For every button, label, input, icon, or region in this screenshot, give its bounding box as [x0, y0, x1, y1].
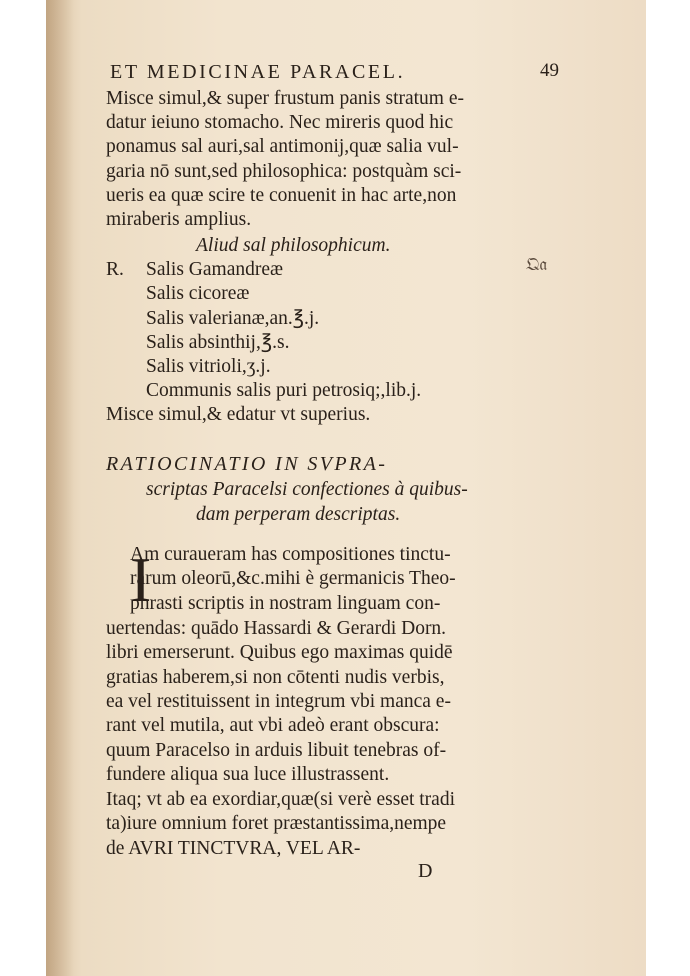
para3-line-2: ta)iure omnium foret præstantissima,nempe [106, 813, 447, 834]
recipe-title: Aliud sal philosophicum. [196, 235, 391, 256]
para2-line-7: ea vel restituissent in integrum vbi manca e- [106, 691, 451, 712]
para2-line-1: Am curaueram has compositiones tinctu- [130, 544, 451, 565]
para2-line-9: quum Paracelso in arduis libuit tenebras of- [106, 740, 447, 761]
para1-line-5: ueris ea quæ scire te conuenit in hac arte,non [106, 185, 457, 206]
para1-line-4: garia nō sunt,sed philosophica: postquàm sci- [106, 161, 462, 182]
margin-note: 𝔔𝔞 [526, 254, 548, 274]
para2-line-6: gratias haberem,si non cōtenti nudis verbis, [106, 667, 445, 688]
recipe-closing: Misce simul,& edatur vt superius. [106, 404, 371, 425]
page-binding-shadow [46, 0, 74, 976]
page-number: 49 [540, 60, 559, 81]
para2-line-4: uertendas: quādo Hassardi & Gerardi Dorn. [106, 618, 447, 639]
running-title: ET MEDICINAE PARACEL. [110, 61, 406, 83]
recipe-item-4: Salis absinthij,℥.s. [146, 332, 290, 353]
signature-mark: D [418, 860, 433, 882]
para2-line-5: libri emerserunt. Quibus ego maximas quidē [106, 642, 453, 663]
para3-line-1: Itaq; vt ab ea exordiar,quæ(si verè esset tradi [106, 789, 456, 810]
para2-line-10: fundere aliqua sua luce illustrassent. [106, 764, 390, 785]
recipe-item-5: Salis vitrioli,ʒ.j. [146, 356, 271, 377]
section-heading-line-3: dam perperam descriptas. [196, 504, 401, 525]
para1-line-1: Misce simul,& super frustum panis stratum e- [106, 88, 464, 109]
recipe-item-3: Salis valerianæ,an.℥.j. [146, 308, 320, 329]
recipe-item-1: Salis Gamandreæ [146, 259, 284, 280]
section-heading-line-2: scriptas Paracelsi confectiones à quibus- [146, 479, 468, 500]
drop-cap: I [130, 544, 152, 615]
para1-line-3: ponamus sal auri,sal antimonij,quæ salia vul- [106, 136, 459, 157]
recipe-item-2: Salis cicoreæ [146, 283, 250, 304]
recipe-marker: R. [106, 259, 124, 280]
para1-line-2: datur ieiuno stomacho. Nec mireris quod hic [106, 112, 454, 133]
para2-line-2: rarum oleorū,&c.mihi è germanicis Theo- [130, 568, 456, 589]
para3-line-3: de AVRI TINCTVRA, VEL AR- [106, 838, 361, 859]
para2-line-8: rant vel mutila, aut vbi adeò erant obscura: [106, 715, 440, 736]
book-page [46, 0, 646, 976]
para2-line-3: phrasti scriptis in nostram linguam con- [130, 593, 441, 614]
recipe-item-6: Communis salis puri petrosiq;,lib.j. [146, 380, 422, 401]
section-heading-line-1: RATIOCINATIO IN SVPRA- [106, 453, 388, 475]
para1-line-6: miraberis amplius. [106, 209, 252, 230]
